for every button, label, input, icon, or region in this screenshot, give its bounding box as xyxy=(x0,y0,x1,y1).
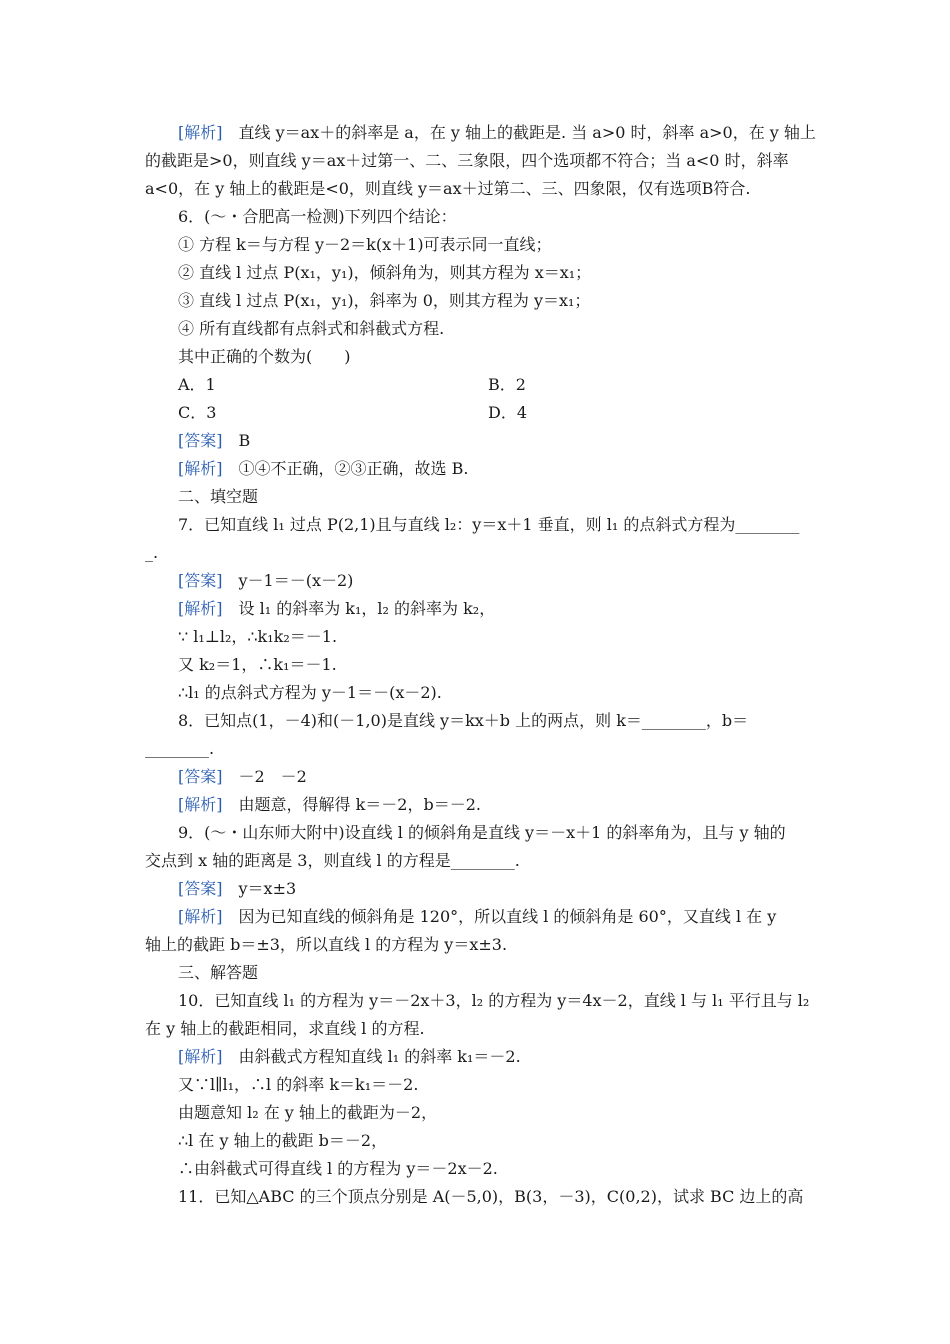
text-line: 又 k₂＝1，∴k₁＝－1. xyxy=(178,655,337,674)
options-row xyxy=(178,375,842,395)
section-heading: 二、填空题 xyxy=(178,487,259,506)
answer-line: [答案] －2 －2 xyxy=(178,767,307,786)
question-7: 7．已知直线 l₁ 过点 P(2,1)且与直线 l₂：y＝x＋1 垂直，则 l₁ 的点斜式方程为________ xyxy=(178,515,800,534)
statement-4: ④ 所有直线都有点斜式和斜截式方程. xyxy=(178,319,445,338)
question-6: 6．(～・合肥高一检测)下列四个结论： xyxy=(178,207,457,226)
analysis-tag: [解析] xyxy=(178,123,223,142)
analysis-line: [解析] ①④不正确，②③正确，故选 B. xyxy=(178,459,469,478)
analysis-line: [解析] 由题意，得解得 k＝－2，b＝－2. xyxy=(178,795,481,814)
options-row xyxy=(178,403,842,423)
text-line: 轴上的截距 b＝±3，所以直线 l 的方程为 y＝x±3. xyxy=(145,935,508,954)
text-line: ________. xyxy=(145,739,215,758)
text-line: a<0，在 y 轴上的截距是<0，则直线 y＝ax＋过第二、三、四象限，仅有选项B符合. xyxy=(145,179,751,198)
option-d: D．4 xyxy=(488,403,528,422)
analysis-tag: [解析] xyxy=(178,907,223,926)
statement-1: ① 方程 k＝与方程 y－2＝k(x＋1)可表示同一直线； xyxy=(178,235,552,254)
option-b: B．2 xyxy=(488,375,526,394)
text-line: ∵ l₁⊥l₂，∴k₁k₂＝－1. xyxy=(178,627,338,646)
text-line: ∴l 在 y 轴上的截距 b＝－2， xyxy=(178,1131,388,1150)
analysis-tag: [解析] xyxy=(178,599,223,618)
statement-3: ③ 直线 l 过点 P(x₁，y₁)，斜率为 0，则其方程为 y＝x₁； xyxy=(178,291,591,310)
question-prompt: 其中正确的个数为( ) xyxy=(178,347,351,366)
question-9: 9．(～・山东师大附中)设直线 l 的倾斜角是直线 y＝－x＋1 的斜率角为，且与 y 轴的 xyxy=(178,823,786,842)
question-8: 8．已知点(1，－4)和(－1,0)是直线 y＝kx＋b 上的两点，则 k＝________，b＝ xyxy=(178,711,749,730)
text-line: _. xyxy=(145,543,159,562)
question-10: 10．已知直线 l₁ 的方程为 y＝－2x＋3，l₂ 的方程为 y＝4x－2，直线 l 与 l₁ 平行且与 l₂ xyxy=(178,991,810,1010)
text-line: 又∵l∥l₁，∴l 的斜率 k＝k₁＝－2. xyxy=(178,1075,419,1094)
answer-line: [答案] y＝x±3 xyxy=(178,879,297,898)
text-line: 交点到 x 轴的距离是 3，则直线 l 的方程是________. xyxy=(145,851,520,870)
text-line: ∴由斜截式可得直线 l 的方程为 y＝－2x－2. xyxy=(178,1159,498,1178)
answer-tag: [答案] xyxy=(178,767,223,786)
answer-line: [答案] B xyxy=(178,431,251,450)
text-line: [解析] 直线 y＝ax＋的斜率是 a，在 y 轴上的截距是. 当 a>0 时，斜率 a>0，在 y 轴上 xyxy=(178,123,816,142)
answer-tag: [答案] xyxy=(178,571,223,590)
answer-tag: [答案] xyxy=(178,879,223,898)
text-line: 在 y 轴上的截距相同，求直线 l 的方程. xyxy=(145,1019,425,1038)
answer-tag: [答案] xyxy=(178,431,223,450)
analysis-line: [解析] 由斜截式方程知直线 l₁ 的斜率 k₁＝－2. xyxy=(178,1047,521,1066)
analysis-line: [解析] 设 l₁ 的斜率为 k₁，l₂ 的斜率为 k₂， xyxy=(178,599,496,618)
analysis-line: [解析] 因为已知直线的倾斜角是 120°，所以直线 l 的倾斜角是 60°，又直线 l 在 y xyxy=(178,907,777,926)
analysis-tag: [解析] xyxy=(178,459,223,478)
answer-line: [答案] y－1＝－(x－2) xyxy=(178,571,354,590)
analysis-tag: [解析] xyxy=(178,1047,223,1066)
option-a: A．1 xyxy=(178,375,216,394)
text-line: ∴l₁ 的点斜式方程为 y－1＝－(x－2). xyxy=(178,683,442,702)
statement-2: ② 直线 l 过点 P(x₁，y₁)，倾斜角为，则其方程为 x＝x₁； xyxy=(178,263,592,282)
option-c: C．3 xyxy=(178,403,217,422)
text-line: 的截距是>0，则直线 y＝ax＋过第一、二、三象限，四个选项都不符合；当 a<0 时，斜率 xyxy=(145,151,789,170)
analysis-tag: [解析] xyxy=(178,795,223,814)
text-line: 由题意知 l₂ 在 y 轴上的截距为－2， xyxy=(178,1103,438,1122)
question-11: 11．已知△ABC 的三个顶点分别是 A(－5,0)，B(3，－3)，C(0,2)，试求 BC 边上的高 xyxy=(178,1187,804,1206)
section-heading: 三、解答题 xyxy=(178,963,259,982)
